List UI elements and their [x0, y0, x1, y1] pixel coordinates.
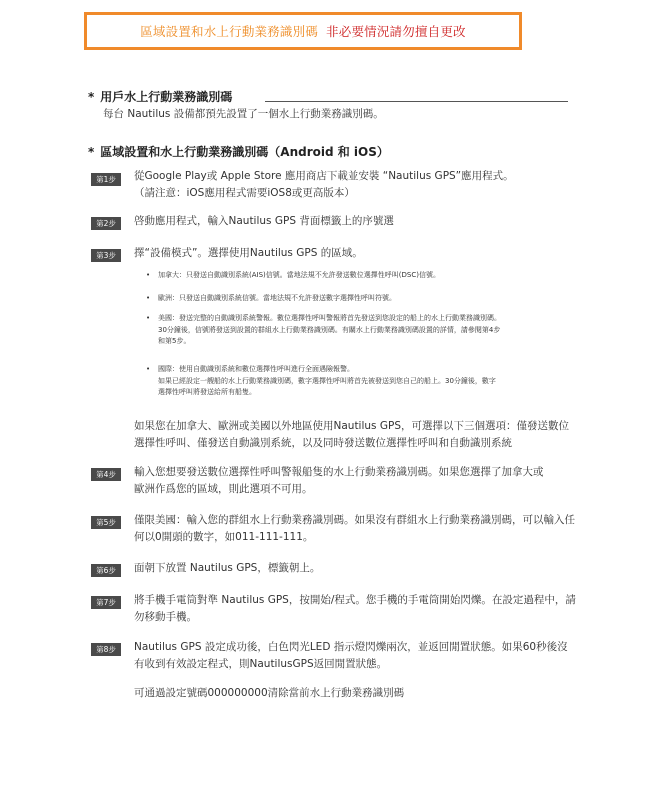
- region-international-line-2: 如果已經設定一艘船的水上行動業務識別碼，數字選擇性呼叫將首先被發送到您自己的船上。30分鐘後，數字: [158, 376, 496, 385]
- step-8-badge: 第8步: [91, 643, 121, 656]
- region-europe-item: [146, 293, 626, 305]
- notice-warning: 非必要情況請勿擅自更改: [326, 24, 466, 39]
- step-3-text: [134, 245, 624, 262]
- section-setup-heading: [88, 143, 389, 160]
- region-europe-text: 歐洲：只發送自動識別系統信號。當地法規不允許發送數字選擇性呼叫符號。: [158, 294, 396, 302]
- region-international-item: [146, 364, 626, 399]
- section-mmsi-heading: [88, 88, 232, 105]
- region-canada-item: [146, 270, 626, 282]
- step-1-text: [134, 168, 624, 202]
- step-1-line-2: （請注意：iOS應用程式需要iOS8或更高版本）: [134, 187, 355, 199]
- step-6-badge: 第6步: [91, 564, 121, 577]
- region-usa-line-2: 30分鐘後，信號將發送到設置的群組水上行動業務識別碼。有關水上行動業務識別碼設置的詳情，請參閱第4步: [158, 325, 501, 334]
- step-2-line-1: 啓動應用程式，輸入Nautilus GPS 背面標籤上的序號選: [134, 215, 394, 227]
- region-usa-line-3: 和第5步。: [158, 337, 191, 345]
- step-7-line-1: 將手機手電筒對準 Nautilus GPS，按開始/程式。您手機的手電筒開始閃爍。在設定過程中，請: [134, 594, 576, 606]
- step-5-text: [134, 512, 624, 546]
- step-2-text: [134, 213, 624, 230]
- bullet-star-icon: *: [88, 90, 95, 104]
- step-4-line-1: 輸入您想要發送數位選擇性呼叫警報船隻的水上行動業務識別碼。如果您選擇了加拿大或: [134, 466, 544, 478]
- bullet-dot-icon: •: [146, 271, 151, 279]
- bullet-dot-icon: •: [146, 314, 151, 322]
- section-mmsi-title: 用戶水上行動業務識別碼: [100, 90, 233, 104]
- step-6-line-1: 面朝下放置 Nautilus GPS，標籤朝上。: [134, 562, 321, 574]
- section-mmsi-body: 每台 Nautilus 設備都預先設置了一個水上行動業務識別碼。: [103, 108, 384, 120]
- step-6-text: [134, 560, 624, 577]
- step-5-line-2: 何以0開頭的數字，如011-111-111。: [134, 531, 314, 543]
- step-8-line-1: Nautilus GPS 設定成功後，白色閃光LED 指示燈閃爍兩次，並返回閒置狀態。如果60秒後沒: [134, 641, 568, 653]
- region-usa-item: [146, 313, 626, 348]
- step-1-badge: 第1步: [91, 173, 121, 186]
- step-7-line-2: 勿移動手機。: [134, 611, 197, 623]
- step-5-line-1: 僅限美國：輸入您的群組水上行動業務識別碼。如果沒有群組水上行動業務識別碼，可以輸入任: [134, 514, 575, 526]
- region-international-line-1: 國際：使用自動識別系統和數位選擇性呼叫進行全面遇險報警。: [158, 365, 354, 373]
- bullet-dot-icon: •: [146, 365, 151, 373]
- step-3-note: [134, 418, 624, 452]
- step-2-badge: 第2步: [91, 217, 121, 230]
- step-7-text: [134, 592, 624, 626]
- step-3-line-1: 擇“設備模式”。選擇使用Nautilus GPS 的區域。: [134, 247, 363, 259]
- step-5-badge: 第5步: [91, 516, 121, 529]
- heading-underline: [265, 101, 568, 102]
- step-4-badge: 第4步: [91, 468, 121, 481]
- notice-title: 區域設置和水上行動業務識別碼: [140, 24, 319, 39]
- step-3-note-line-2: 選擇性呼叫、僅發送自動識別系統，以及同時發送數位選擇性呼叫和自動識別系統: [134, 437, 512, 449]
- step-8-text: [134, 639, 624, 673]
- region-usa-line-1: 美國：發送完整的自動識別系統警報。數位選擇性呼叫警報將首先發送到您設定的船上的水上行動業務識別碼。: [158, 314, 501, 322]
- bullet-star-icon: *: [88, 145, 95, 159]
- step-3-note-line-1: 如果您在加拿大、歐洲或美國以外地區使用Nautilus GPS，可選擇以下三個選項：僅發送數位: [134, 420, 569, 432]
- region-international-line-3: 選擇性呼叫將發送給所有船隻。: [158, 388, 256, 396]
- reset-mmsi-note: 可通過設定號碼000000000清除當前水上行動業務識別碼: [134, 687, 405, 699]
- section-setup-title: 區域設置和水上行動業務識別碼（Android 和 iOS）: [100, 145, 389, 159]
- warning-notice-box: [84, 12, 522, 50]
- region-canada-text: 加拿大：只發送自動識別系統(AIS)信號。當地法規不允許發送數位選擇性呼叫(DSC)信號。: [158, 271, 440, 279]
- step-4-line-2: 歐洲作爲您的區域，則此選項不可用。: [134, 483, 313, 495]
- step-7-badge: 第7步: [91, 596, 121, 609]
- step-3-badge: 第3步: [91, 249, 121, 262]
- step-4-text: [134, 464, 624, 498]
- step-1-line-1: 從Google Play或 Apple Store 應用商店下載並安裝 “Nautilus GPS”應用程式。: [134, 170, 514, 182]
- step-8-line-2: 有收到有效設定程式，則NautilusGPS返回閒置狀態。: [134, 658, 388, 670]
- bullet-dot-icon: •: [146, 294, 151, 302]
